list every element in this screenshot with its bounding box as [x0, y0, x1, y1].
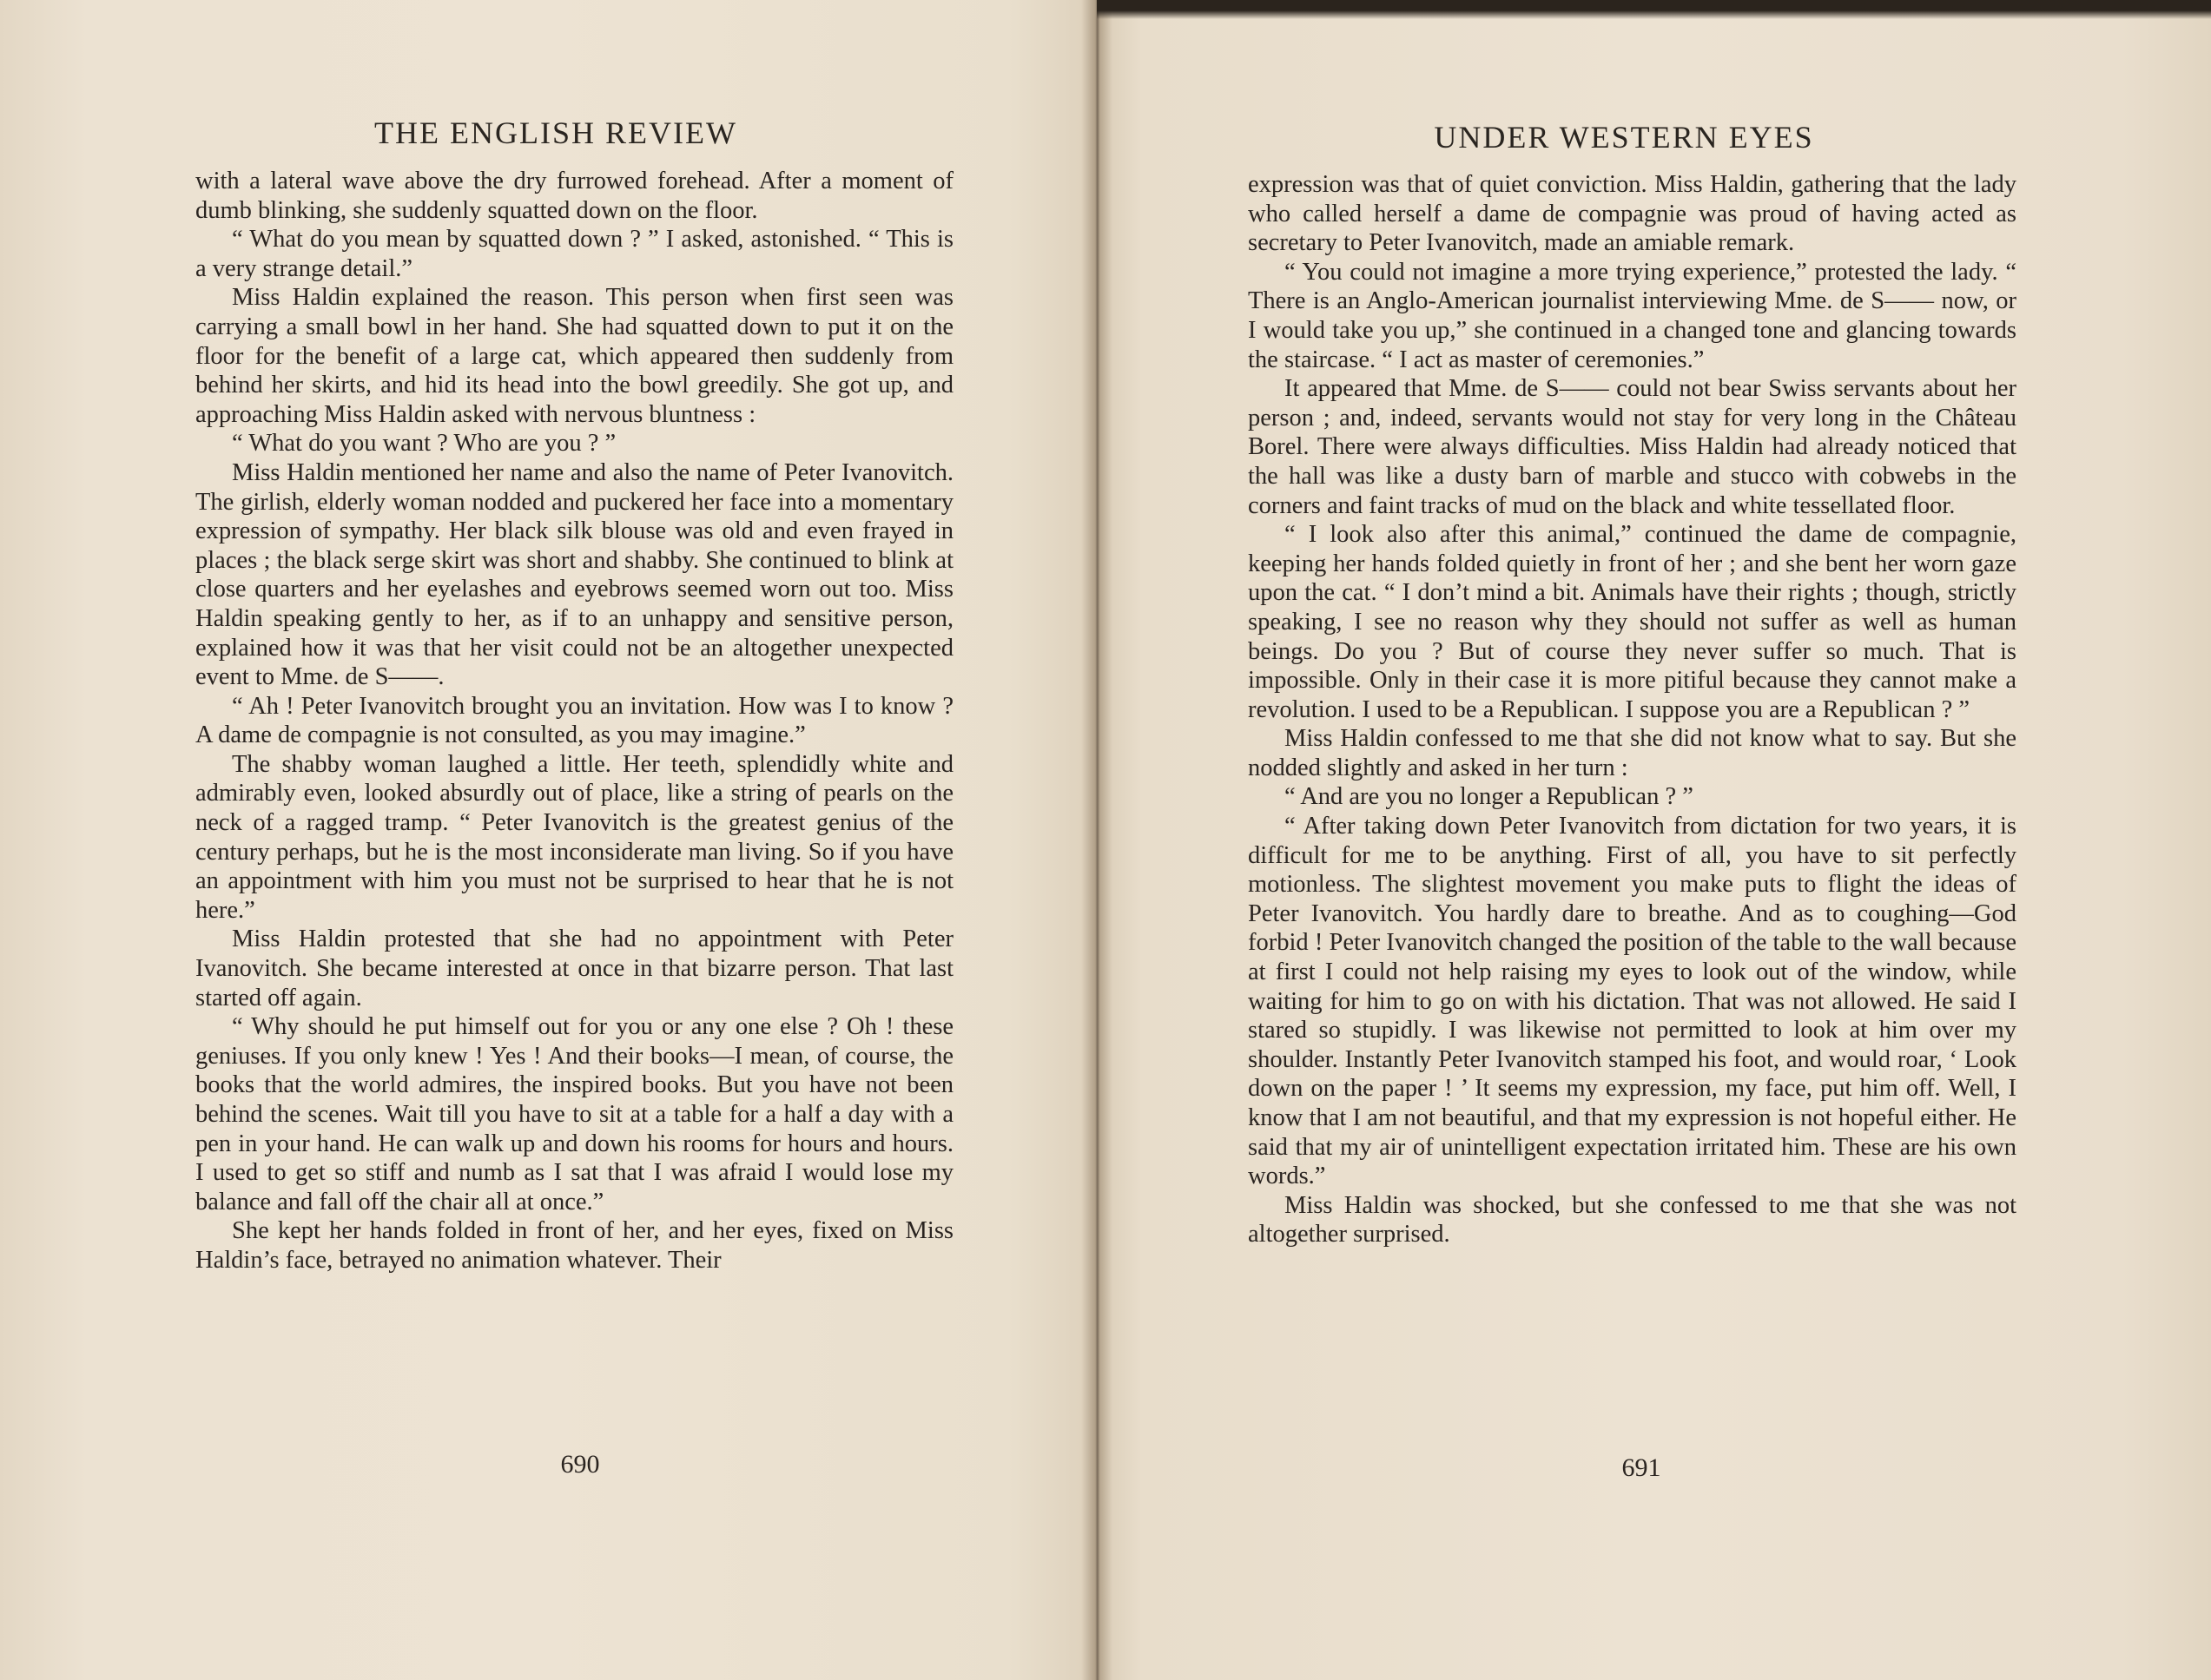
- paragraph: “ I look also after this animal,” continued the dame de compagnie, keeping her hands folded quietly in front of her ; and she bent her worn gaze upon the cat. “ I don’t mind a bit. Animals have their rights ; though, strictly speaking, I see no reason why they should not suffer as well as human beings. Do you ? But of course they never suffer so much. That is impossible. Only in their case it is more pitiful because they cannot make a revolution. I used to be a Republican. I suppose you are a Republican ? ”: [1248, 521, 2016, 723]
- paragraph: “ What do you mean by squatted down ? ” I asked, astonished. “ This is a very strange detail.”: [195, 226, 954, 282]
- paragraph: Miss Haldin explained the reason. This person when first seen was carrying a small bowl in her hand. She had squatted down to put it on the floor for the benefit of a large cat, which appeared then suddenly from behind her skirts, and hid its head into the bowl greedily. She got up, and approaching Miss Haldin asked with nervous bluntness :: [195, 284, 954, 428]
- left-page-text: [195, 167, 954, 1275]
- paragraph: “ Why should he put himself out for you or any one else ? Oh ! these geniuses. If you only knew ! Yes ! And their books—I mean, of course, the books that the world admires, the inspired books. But you have not been behind the scenes. Wait till you have to sit at a table for a half a day with a pen in your hand. He can walk up and down his rooms for hours and hours. I used to get so stiff and numb as I sat that I was afraid I would lose my balance and fall off the chair all at once.”: [195, 1013, 954, 1216]
- paragraph: expression was that of quiet conviction. Miss Haldin, gathering that the lady who called herself a dame de compagnie was proud of having acted as secretary to Peter Ivanovitch, made an amiable remark.: [1248, 171, 2016, 257]
- paragraph: “ You could not imagine a more trying experience,” protested the lady. “ There is an Anglo-American journalist interviewing Mme. de S—— now, or I would take you up,” she continued in a changed tone and glancing towards the staircase. “ I act as master of ceremonies.”: [1248, 258, 2016, 373]
- paragraph: Miss Haldin mentioned her name and also the name of Peter Ivanovitch. The girlish, elderly woman nodded and puckered her face into a momentary expression of sympathy. Her black silk blouse was old and even frayed in places ; the black serge skirt was short and shabby. She continued to blink at close quarters and her eyelashes and eyebrows seemed worn out too. Miss Haldin speaking gently to her, as if to an unhappy and sensitive person, explained how it was that her visit could not be an altogether unexpected event to Mme. de S——.: [195, 458, 954, 691]
- right-page-number: 691: [1621, 1453, 1661, 1482]
- left-running-head: THE ENGLISH REVIEW: [374, 115, 737, 150]
- paragraph: The shabby woman laughed a little. Her teeth, splendidly white and admirably even, looked absurdly out of place, like a string of pearls on the neck of a ragged tramp. “ Peter Ivanovitch is the greatest genius of the century perhaps, but he is the most inconsiderate man living. So if you have an appointment with him you must not be surprised to hear that he is not here.”: [195, 750, 954, 924]
- paragraph: “ After taking down Peter Ivanovitch from dictation for two years, it is difficult for me to be anything. First of all, you have to sit perfectly motionless. The slightest movement you make puts to flight the ideas of Peter Ivanovitch. You hardly dare to breathe. And as to coughing—God forbid ! Peter Ivanovitch changed the position of the table to the wall because at first I could not help raising my eyes to look out of the window, while waiting for him to go on with his dictation. That was not allowed. He said I stared so stupidly. I was likewise not permitted to look at him over my shoulder. Instantly Peter Ivanovitch stamped his foot, and would roar, ‘ Look down on the paper ! ’ It seems my expression, my face, put him off. Well, I know that I am not beautiful, and that my expression is not hopeful either. He said that my air of unintelligent expectation irritated him. These are his own words.”: [1248, 813, 2016, 1190]
- right-running-head: UNDER WESTERN EYES: [1434, 120, 1814, 155]
- paragraph: “ What do you want ? Who are you ? ”: [232, 430, 617, 458]
- paragraph: Miss Haldin protested that she had no appointment with Peter Ivanovitch. She became interested at once in that bizarre person. That last started off again.: [195, 926, 954, 1011]
- paragraph: Miss Haldin was shocked, but she confessed to me that she was not altogether surprised.: [1248, 1191, 2016, 1248]
- paragraph: “ Ah ! Peter Ivanovitch brought you an invitation. How was I to know ? A dame de compagnie is not consulted, as you may imagine.”: [195, 692, 954, 749]
- left-page-number: 690: [560, 1450, 600, 1479]
- paragraph: Miss Haldin confessed to me that she did not know what to say. But she nodded slightly and asked in her turn :: [1248, 725, 2016, 781]
- right-page-text: [1248, 170, 2016, 1249]
- paragraph: “ And are you no longer a Republican ? ”: [1284, 783, 1693, 811]
- paragraph: It appeared that Mme. de S—— could not bear Swiss servants about her person ; and, indeed, servants would not stay for very long in the Château Borel. There were always difficulties. Miss Haldin had already noticed that the hall was like a dusty barn of marble and stucco with cobwebs in the corners and faint tracks of mud on the black and white tessellated floor.: [1248, 375, 2016, 519]
- page-top-edge-shadow: [1097, 0, 2211, 19]
- left-page: [0, 0, 1097, 1680]
- book-gutter: [1081, 0, 1112, 1680]
- paragraph: She kept her hands folded in front of her, and her eyes, fixed on Miss Haldin’s face, betrayed no animation whatever. Their: [195, 1217, 954, 1274]
- paragraph: with a lateral wave above the dry furrowed forehead. After a moment of dumb blinking, she suddenly squatted down on the floor.: [195, 168, 954, 224]
